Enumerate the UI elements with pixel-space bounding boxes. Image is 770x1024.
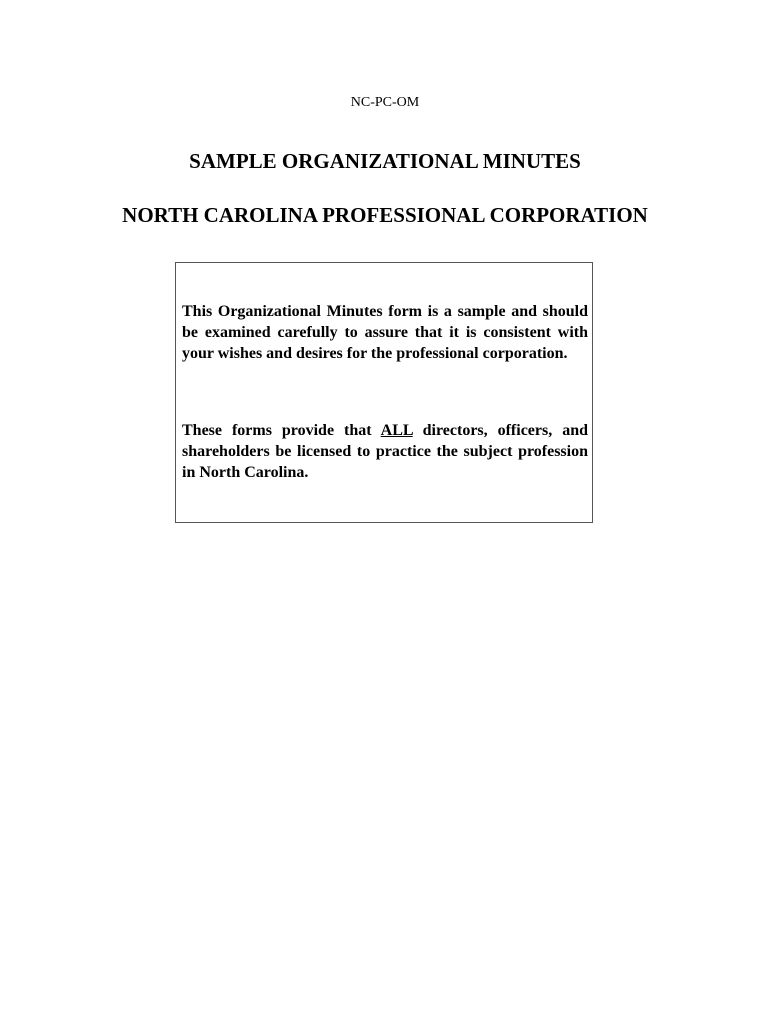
notice-paragraph-1: This Organizational Minutes form is a sample and should be examined carefully to assure that it is consistent with your wishes and desires for the professional corporation. <box>182 303 588 362</box>
notice-paragraph-2-start: These forms provide that <box>182 422 381 439</box>
notice-emphasis-all: ALL <box>380 422 413 439</box>
notice-paragraph-2-end: directors, officers, and shareholders be licensed to practice the subject profession in North Carolina. <box>182 422 588 481</box>
form-code: NC-PC-OM <box>350 95 420 110</box>
notice-paragraph-2 <box>182 420 588 483</box>
document-title: SAMPLE ORGANIZATIONAL MINUTES <box>189 149 581 173</box>
document-subtitle: NORTH CAROLINA PROFESSIONAL CORPORATION <box>122 203 648 227</box>
notice-box <box>175 262 593 523</box>
